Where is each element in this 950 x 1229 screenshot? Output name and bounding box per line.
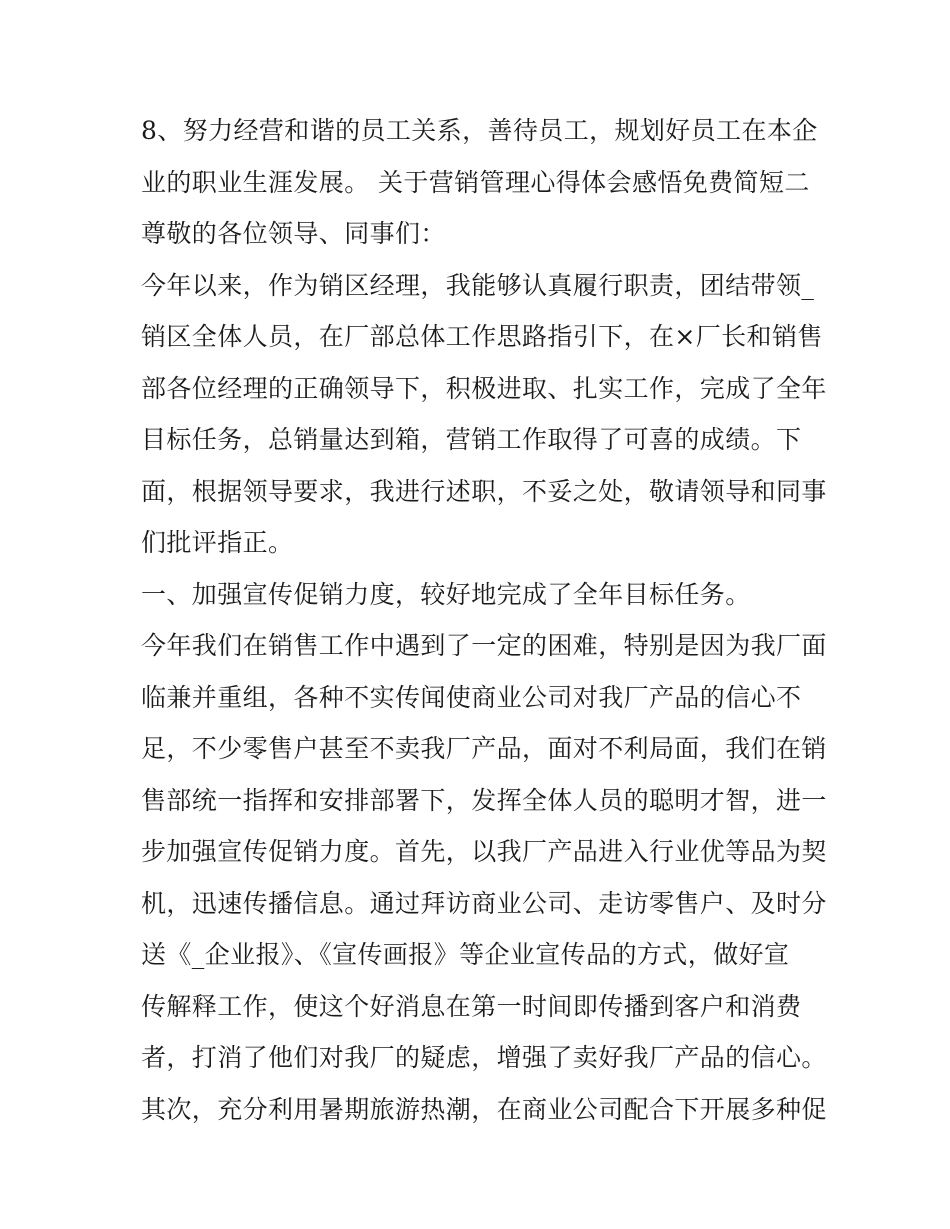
text-line: 销区全体人员，在厂部总体工作思路指引下，在×厂长和销售 [141,322,823,351]
text-line: 今年以来，作为销区经理，我能够认真履行职责，团结带领_ [141,270,815,300]
text-line: 尊敬的各位领导、同事们： [141,219,446,248]
document-body [141,105,827,1135]
text-line: 临兼并重组，各种不实传闻使商业公司对我厂产品的信心不 [141,682,802,712]
text-line: 们批评指正。 [141,528,294,557]
text-line: 机，迅速传播信息。通过拜访商业公司、走访零售户、及时分 [141,888,827,918]
text-line: 其次，充分利用暑期旅游热潮，在商业公司配合下开展多种促 [141,1094,827,1124]
text-line: 售部统一指挥和安排部署下，发挥全体人员的聪明才智，进一 [141,785,827,815]
text-line: 业的职业生涯发展。 关于营销管理心得体会感悟免费简短二 [141,167,810,197]
text-line: 8、努力经营和谐的员工关系，善待员工，规划好员工在本企 [141,116,818,145]
text-line: 步加强宣传促销力度。首先，以我厂产品进入行业优等品为契 [141,837,827,866]
text-line: 者，打消了他们对我厂的疑虑，增强了卖好我厂产品的信心。 [141,1043,827,1072]
text-line: 面，根据领导要求，我进行述职，不妥之处，敬请领导和同事 [141,476,827,506]
text-line: 部各位经理的正确领导下，积极进取、扎实工作，完成了全年 [141,373,827,403]
text-line: 今年我们在销售工作中遇到了一定的困难，特别是因为我厂面 [141,631,827,660]
text-line: 目标任务，总销量达到箱，营销工作取得了可喜的成绩。下 [141,425,802,454]
text-line: 送《_企业报》、《宣传画报》等企业宣传品的方式，做好宣 [141,940,790,969]
text-line: 足，不少零售户甚至不卖我厂产品，面对不利局面，我们在销 [141,734,827,763]
section-heading: 一、加强宣传促销力度，较好地完成了全年目标任务。 [141,579,751,609]
text-line: 传解释工作，使这个好消息在第一时间即传播到客户和消费 [141,991,802,1021]
